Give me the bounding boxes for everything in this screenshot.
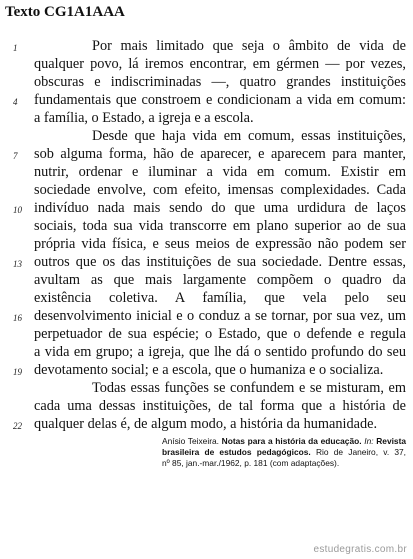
line-number: 1	[13, 43, 18, 53]
text-line: fundamentais que constroem e condicionam a vida em comum:	[34, 92, 406, 108]
text-line: devotamento social; e a escola, que o humaniza e o socializa.	[34, 362, 384, 378]
citation-line	[162, 436, 406, 447]
line-number: 16	[13, 313, 22, 323]
text-line: sociedade envolve, com efeito, imensas complexidades. Cada	[34, 182, 406, 198]
line-number: 13	[13, 259, 22, 269]
text-line: qualquer povo, lá iremos encontrar, em gérmen — por vezes,	[34, 56, 406, 72]
text-line: sob alguma forma, hão de aparecer, e aparecem para manter,	[34, 146, 406, 162]
text-line: existência coletiva. A família, que vela pelo seu	[34, 290, 406, 306]
citation-author: Anísio Teixeira.	[162, 436, 219, 446]
text-line: Desde que haja vida em comum, essas instituições,	[92, 128, 406, 144]
citation-in-label: In:	[364, 436, 374, 446]
text-line: própria vida física, e seus meios de expressão não podem ser	[34, 236, 406, 252]
text-line: indivíduo nada mais sendo do que uma urdidura de laços	[34, 200, 406, 216]
text-line: sociais, toda sua vida transcorre em plano superior ao de sua	[34, 218, 406, 234]
line-number: 7	[13, 151, 18, 161]
citation-line	[162, 447, 406, 458]
text-line: cada uma dessas instituições, de tal forma que a história de	[34, 398, 406, 414]
line-number: 10	[13, 205, 22, 215]
citation-work-title: Notas para a história da educação.	[221, 436, 362, 446]
text-line: outros que os das instituições de sua sociedade. Dentre essas,	[34, 254, 406, 270]
text-line: Todas essas funções se confundem e se misturam, em	[92, 380, 406, 396]
citation-journal: Revista	[376, 436, 407, 446]
citation-line: nº 85, jan.-mar./1962, p. 181 (com adaptações).	[162, 458, 340, 468]
text-line: nutrir, ordenar e iluminar a vida em comum. Existir em	[34, 164, 406, 180]
text-line: a família, o Estado, a igreja e a escola.	[34, 110, 254, 126]
line-number: 19	[13, 367, 22, 377]
text-line: qualquer delas é, de algum modo, a história da humanidade.	[34, 416, 378, 432]
site-watermark: estudegratis.com.br	[313, 544, 407, 555]
text-line: Por mais limitado que seja o âmbito de vida de	[92, 38, 406, 54]
citation-details: Rio de Janeiro, v. 37,	[315, 447, 406, 457]
citation-journal: brasileira de estudos pedagógicos.	[162, 447, 311, 457]
text-line: a vida em grupo; a igreja, que lhe dá o sentido profundo do seu	[34, 344, 406, 360]
line-number: 22	[13, 421, 22, 431]
text-title: Texto CG1A1AAA	[5, 4, 125, 20]
text-line: obscuras e indiscriminadas —, quatro grandes instituições	[34, 74, 406, 90]
text-line: perpetuador de sua espécie; o Estado, que o defende e regula	[34, 326, 406, 342]
line-number: 4	[13, 97, 18, 107]
text-line: avultam as que mais largamente compõem o quadro da	[34, 272, 406, 288]
text-line: desenvolvimento inicial e o conduz a se tornar, por sua vez, um	[34, 308, 406, 324]
